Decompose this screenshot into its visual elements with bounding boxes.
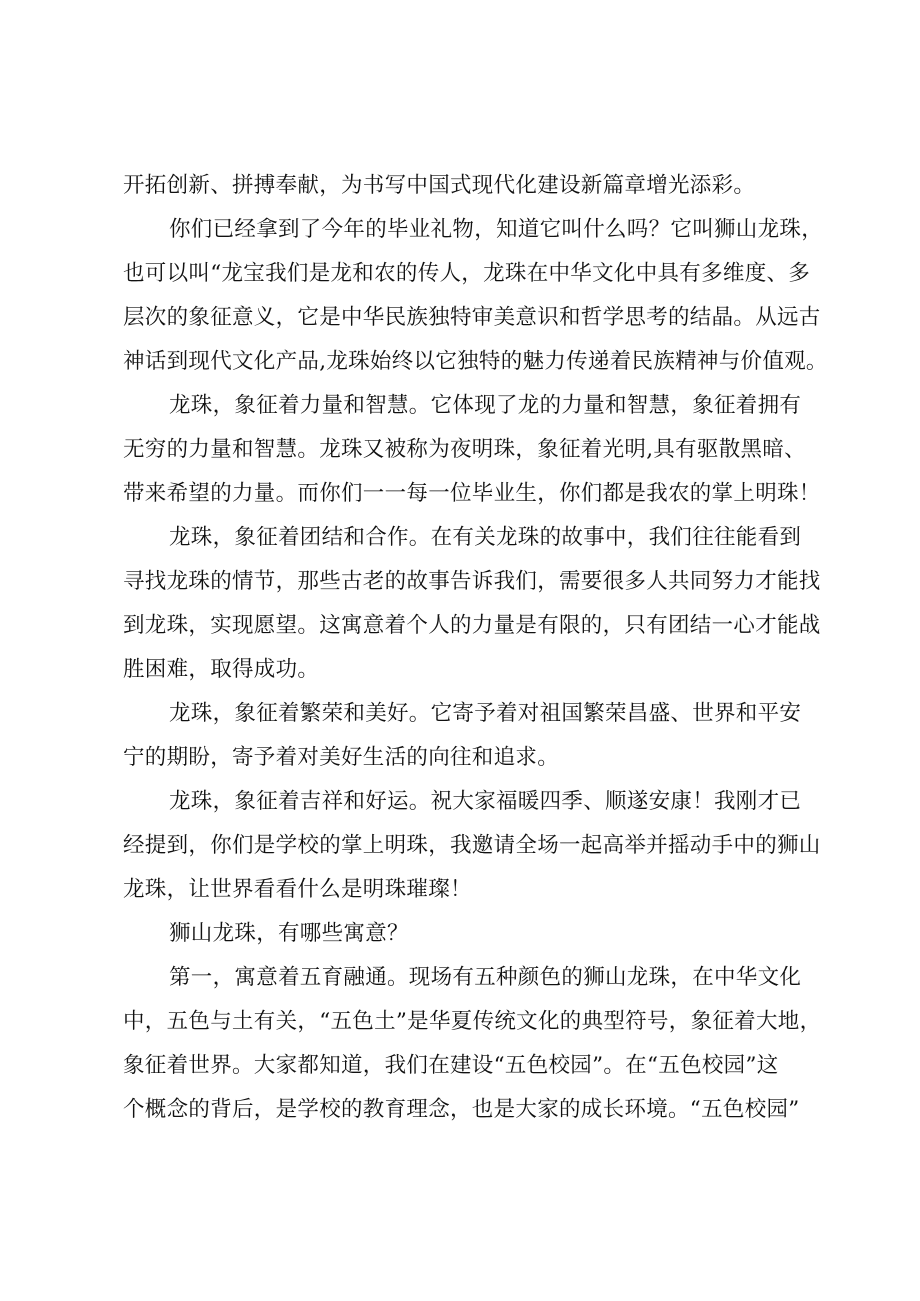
text-line: 开拓创新、拼搏奉献，为书写中国式现代化建设新篇章增光添彩。 xyxy=(123,173,756,198)
paragraph-first-line: 狮山龙珠，有哪些寓意？ xyxy=(169,921,409,946)
paragraph-first-line: 你们已经拿到了今年的毕业礼物，知道它叫什么吗？它叫狮山龙珠， xyxy=(169,217,824,242)
text-line: 层次的象征意义，它是中华民族独特审美意识和哲学思考的结晶。从远古 xyxy=(123,305,821,330)
text-line: 也可以叫“龙宝我们是龙和农的传人，龙珠在中华文化中具有多维度、多 xyxy=(123,261,811,286)
text-line: 个概念的背后，是学校的教育理念，也是大家的成长环境。“五色校园” xyxy=(123,1097,800,1122)
text-line: 无穷的力量和智慧。龙珠又被称为夜明珠，象征着光明,具有驱散黑暗、 xyxy=(123,437,806,462)
text-line: 带来希望的力量。而你们一一每一位毕业生，你们都是我农的掌上明珠！ xyxy=(123,481,821,506)
paragraph-first-line: 龙珠，象征着团结和合作。在有关龙珠的故事中，我们往往能看到 xyxy=(169,525,802,550)
text-line: 寻找龙珠的情节，那些古老的故事告诉我们，需要很多人共同努力才能找 xyxy=(123,569,821,594)
document-body xyxy=(123,164,828,1132)
text-line: 胜困难，取得成功。 xyxy=(123,657,320,682)
paragraph-first-line: 第一，寓意着五育融通。现场有五种颜色的狮山龙珠，在中华文化 xyxy=(169,965,802,990)
text-line: 中，五色与土有关，“五色土”是华夏传统文化的典型符号，象征着大地， xyxy=(123,1009,822,1034)
text-line: 神话到现代文化产品,龙珠始终以它独特的魅力传递着民族精神与价值观。 xyxy=(123,349,828,374)
text-line: 经提到，你们是学校的掌上明珠，我邀请全场一起高举并摇动手中的狮山 xyxy=(123,833,821,858)
text-line: 宁的期盼，寄予着对美好生活的向往和追求。 xyxy=(123,745,560,770)
text-line: 龙珠，让世界看看什么是明珠璀璨！ xyxy=(123,877,472,902)
paragraph-first-line: 龙珠，象征着力量和智慧。它体现了龙的力量和智慧，象征着拥有 xyxy=(169,393,802,418)
text-line: 象征着世界。大家都知道，我们在建设“五色校园”。在“五色校园”这 xyxy=(123,1053,779,1078)
paragraph-first-line: 龙珠，象征着吉祥和好运。祝大家福暖四季、顺遂安康！我刚才已 xyxy=(169,789,802,814)
paragraph-first-line: 龙珠，象征着繁荣和美好。它寄予着对祖国繁荣昌盛、世界和平安 xyxy=(169,701,802,726)
text-line: 到龙珠，实现愿望。这寓意着个人的力量是有限的，只有团结一心才能战 xyxy=(123,613,821,638)
